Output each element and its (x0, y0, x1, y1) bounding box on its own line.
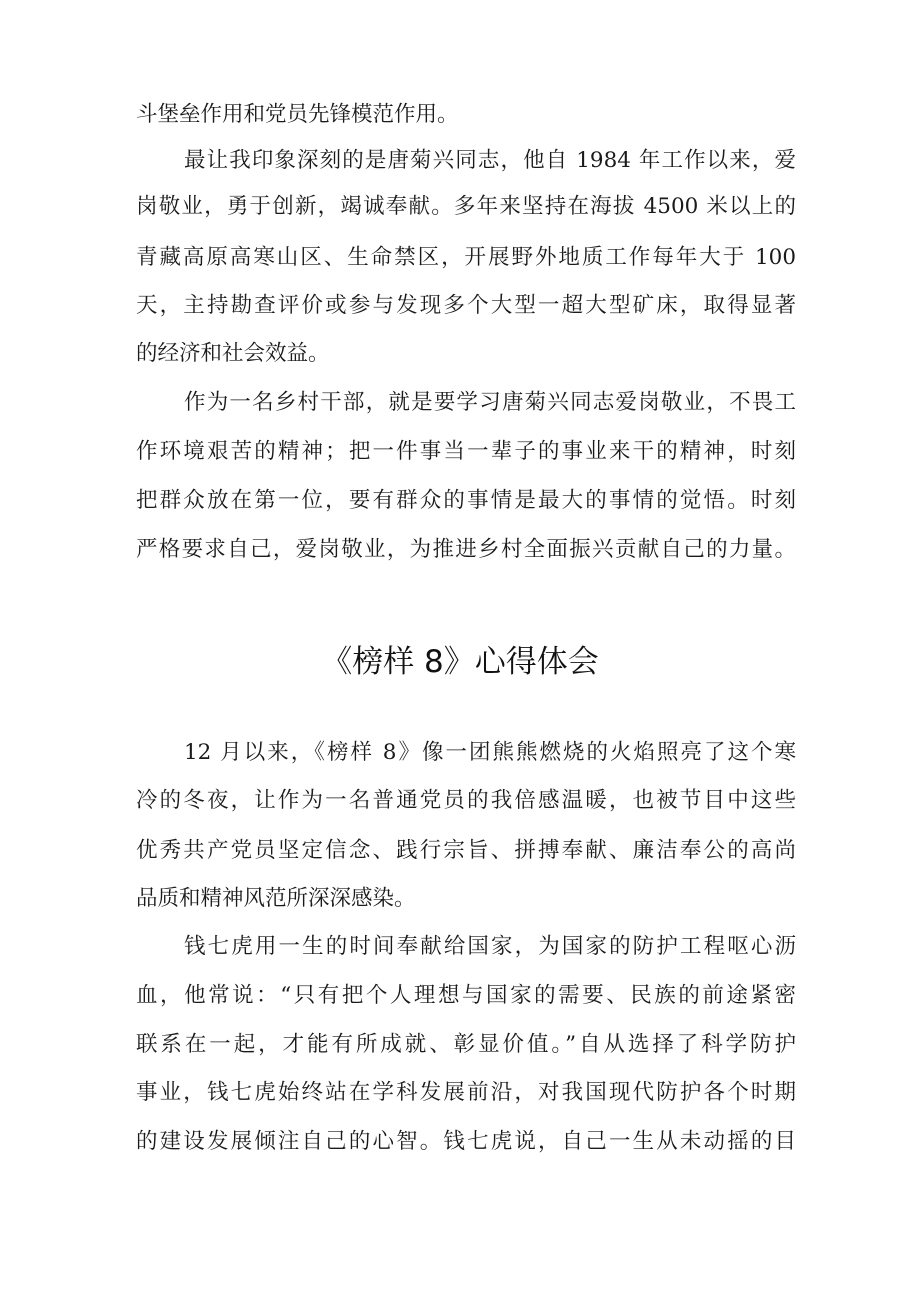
paragraph-line: 品质和精神风范所深深感染。 (136, 886, 416, 911)
paragraph-line: 12 月以来，《榜样 8》像一团熊熊燃烧的火焰照亮了这个寒 (184, 740, 796, 765)
paragraph-line: 的经济和社会效益。 (136, 341, 330, 366)
paragraph-line: 钱七虎用一生的时间奉献给国家，为国家的防护工程呕心沥 (184, 934, 796, 959)
paragraph-line: 最让我印象深刻的是唐菊兴同志，他自 1984 年工作以来，爱 (184, 148, 796, 173)
paragraph-line: 优秀共产党员坚定信念、践行宗旨、拼搏奉献、廉洁奉公的高尚 (136, 838, 796, 863)
paragraph-line: 天，主持勘查评价或参与发现多个大型一超大型矿床，取得显著 (136, 293, 796, 318)
paragraph-line: 作环境艰苦的精神；把一件事当一辈子的事业来干的精神，时刻 (136, 439, 796, 464)
paragraph-line: 冷的冬夜，让作为一名普通党员的我倍感温暖，也被节目中这些 (136, 788, 796, 813)
paragraph-line: 的建设发展倾注自己的心智。钱七虎说，自己一生从未动摇的目 (136, 1129, 796, 1154)
paragraph-line: 把群众放在第一位，要有群众的事情是最大的事情的觉悟。时刻 (136, 488, 796, 513)
section-title: 《榜样 8》心得体会 (321, 644, 599, 680)
paragraph-line: 联系在一起，才能有所成就、彰显价值。”自从选择了科学防护 (136, 1032, 796, 1057)
paragraph-line: 血，他常说：“只有把个人理想与国家的需要、民族的前途紧密 (136, 983, 796, 1008)
paragraph-line: 事业，钱七虎始终站在学科发展前沿，对我国现代防护各个时期 (136, 1080, 796, 1105)
paragraph-line: 斗堡垒作用和党员先锋模范作用。 (136, 102, 459, 127)
paragraph-line: 青藏高原高寒山区、生命禁区，开展野外地质工作每年大于 100 (136, 245, 796, 270)
paragraph-line: 严格要求自己，爱岗敬业，为推进乡村全面振兴贡献自己的力量。 (136, 537, 796, 562)
paragraph-line: 岗敬业，勇于创新，竭诚奉献。多年来坚持在海拔 4500 米以上的 (136, 194, 796, 219)
paragraph-line: 作为一名乡村干部，就是要学习唐菊兴同志爱岗敬业，不畏工 (184, 390, 796, 415)
